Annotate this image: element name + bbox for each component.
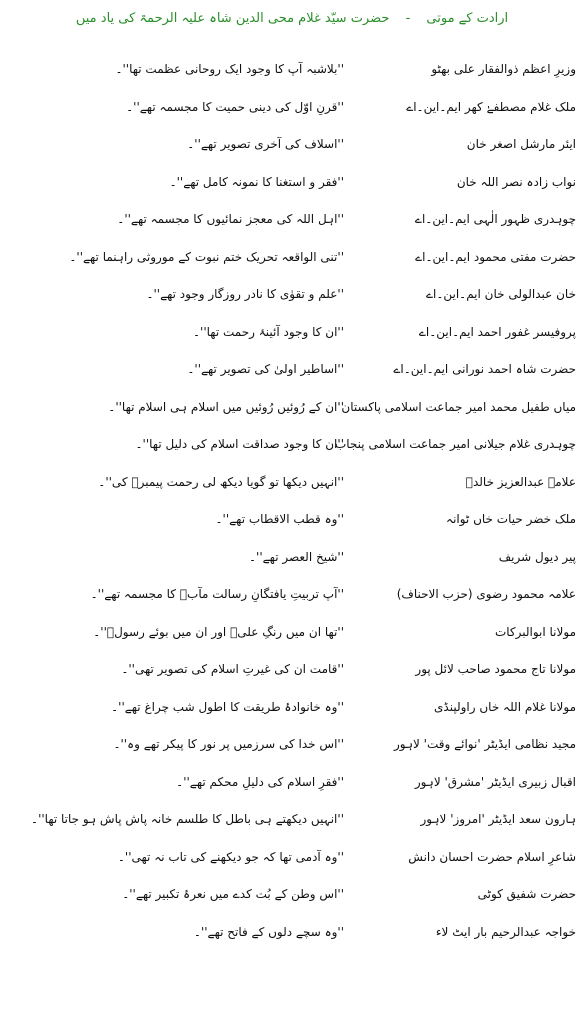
list-item — [0, 352, 584, 386]
entry-name: چوہدری غلام جیلانی امیر جماعت اسلامی پنجاب — [334, 437, 576, 451]
entry-name: میاں طفیل محمد امیر جماعت اسلامی پاکستان — [341, 399, 576, 414]
entry-quote: ''بلاشبہ آپ کا وجود ایک روحانی عظمت تھا''۔ — [115, 62, 344, 76]
entry-name: شاعرِ اسلام حضرت احسان دانش — [408, 849, 576, 864]
entry-quote: ''اس وطن کے بُت کدے میں نعرۂ تکبیر تھے''۔ — [122, 887, 344, 901]
list-item — [0, 727, 584, 761]
entry-name: نواب زادہ نصر اللہ خان — [456, 174, 576, 189]
entry-quote: ''تنی الواقعہ تحریک ختم نبوت کے موروثی راہنما تھے''۔ — [69, 249, 344, 264]
list-item — [0, 690, 584, 724]
entry-name: ملک غلام مصطفےٰ کھر ایم۔این۔اے — [406, 99, 576, 114]
list-item — [0, 165, 584, 199]
list-item — [0, 877, 584, 911]
entry-name: حضرت شاہ احمد نورانی ایم۔این۔اے — [393, 362, 576, 376]
entry-name: علامہ عبدالعزیز خالدؔ — [465, 474, 576, 489]
entry-name: مولانا ابوالبرکات — [494, 624, 576, 639]
list-item — [0, 577, 584, 611]
entry-quote: ''اساطیر اولیٰ کی تصویر تھے''۔ — [187, 362, 344, 376]
entry-quote: ''قامت ان کی غیرتِ اسلام کی تصویر تھی''۔ — [121, 662, 344, 676]
entry-name: مولانا غلام اللہ خاں راولپنڈی — [434, 699, 576, 714]
entry-name: ہارون سعد ایڈیٹر 'امروز' لاہور — [420, 812, 576, 826]
list-item — [0, 90, 584, 124]
entry-name: مولانا تاج محمود صاحب لائل پور — [415, 662, 576, 676]
entry-quote: ''آپ تربیتِ یافتگانِ رسالت مآبؐ کا مجسمہ تھے''۔ — [90, 587, 344, 601]
entry-quote: ''وہ خانوادۂ طریقت کا اطول شب چراغ تھے''۔ — [111, 699, 344, 714]
title-separator: - — [405, 11, 411, 26]
list-item — [0, 802, 584, 836]
entry-quote: ''قرنِ اوّل کی دینی حمیت کا مجسمہ تھے''۔ — [126, 99, 344, 114]
list-item — [0, 127, 584, 161]
entry-name: پیر دیول شریف — [498, 549, 576, 564]
list-item — [0, 615, 584, 649]
entry-quote: ''فقر و استغنا کا نمونہ کامل تھے''۔ — [169, 174, 344, 189]
entry-name: چوہدری ظہور الٰہی ایم۔این۔اے — [414, 212, 576, 226]
list-item — [0, 465, 584, 499]
entry-quote: ''اس خدا کی سرزمیں پر نور کا پیکر تھے وہ''۔ — [113, 737, 344, 751]
entry-quote: ''وہ قطب الاقطاب تھے''۔ — [215, 512, 344, 526]
entry-name: اقبال زبیری ایڈیٹر 'مشرق' لاہور — [414, 774, 576, 789]
list-item — [0, 540, 584, 574]
entry-name: علامہ محمود رضوی (حزب الاحناف) — [396, 587, 576, 601]
entry-quote: ''انہیں دیکھا تو گویا دیکھ لی رحمت پیمبرؐ کی''۔ — [98, 474, 344, 489]
list-item — [0, 202, 584, 236]
list-item — [0, 277, 584, 311]
entry-name: خان عبدالولی خان ایم۔این۔اے — [425, 287, 576, 301]
entry-quote: ''اسلاف کی آخری تصویر تھے''۔ — [187, 137, 344, 151]
entry-quote: ''علم و تقوٰی کا نادر روزگار وجود تھے''۔ — [146, 287, 344, 301]
list-item — [0, 315, 584, 349]
list-item — [0, 502, 584, 536]
entry-name: خواجہ عبدالرحیم بار ایٹ لاء — [435, 924, 576, 939]
entry-name: ایئر مارشل اصغر خان — [466, 137, 576, 151]
list-item — [0, 390, 584, 424]
entry-quote: ''ان کے رُوئیں رُوئیں میں اسلام ہی اسلام تھا''۔ — [108, 399, 344, 414]
entry-quote: ''وہ سچے دلوں کے فاتح تھے''۔ — [193, 924, 344, 939]
list-item — [0, 52, 584, 86]
title-left: ارادت کے موتی — [426, 11, 509, 26]
entry-name: مجید نظامی ایڈیٹر 'نوائے وقت' لاہور — [393, 737, 576, 751]
entry-name: حضرت مفتی محمود ایم۔این۔اے — [415, 249, 576, 264]
entry-quote: ''تھا ان میں رنگِ علیؓ اور ان میں بوئے رسولؐ''۔ — [93, 624, 344, 639]
entry-quote: ''انہیں دیکھتے ہی باطل کا طلسم خانہ پاش پاش ہو جاتا تھا''۔ — [31, 812, 344, 826]
entry-name: وزیرِ اعظم ذوالفقار علی بھٹو — [431, 62, 576, 76]
list-item — [0, 427, 584, 461]
entry-quote: ''اہل اللہ کی معجز نمائیوں کا مجسمہ تھے''۔ — [117, 212, 344, 226]
title-right: حضرت سیّد غلام محی الدین شاہ علیہ الرحمۃ کی یاد میں — [75, 11, 390, 26]
entry-quote: ''وہ آدمی تھا کہ جو دیکھنے کی تاب نہ تھی''۔ — [117, 849, 344, 864]
page-title — [0, 6, 584, 32]
entry-name: پروفیسر غفور احمد ایم۔این۔اے — [418, 324, 576, 339]
list-item — [0, 840, 584, 874]
entry-name: حضرت شفیق کوٹی — [477, 887, 576, 901]
entry-quote: ''فقرِ اسلام کی دلیلِ محکم تھے''۔ — [176, 774, 344, 789]
list-item — [0, 765, 584, 799]
entry-quote: ''ان کا وجود آئینۂ رحمت تھا''۔ — [193, 324, 344, 339]
list-item — [0, 652, 584, 686]
list-item — [0, 240, 584, 274]
entry-name: ملک خضر حیات خاں ٹوانہ — [446, 512, 576, 526]
list-item — [0, 915, 584, 949]
entry-quote: ''ان کا وجود صداقت اسلام کی دلیل تھا''۔ — [135, 437, 344, 451]
entry-quote: ''شیخ العصر تھے''۔ — [249, 549, 344, 564]
